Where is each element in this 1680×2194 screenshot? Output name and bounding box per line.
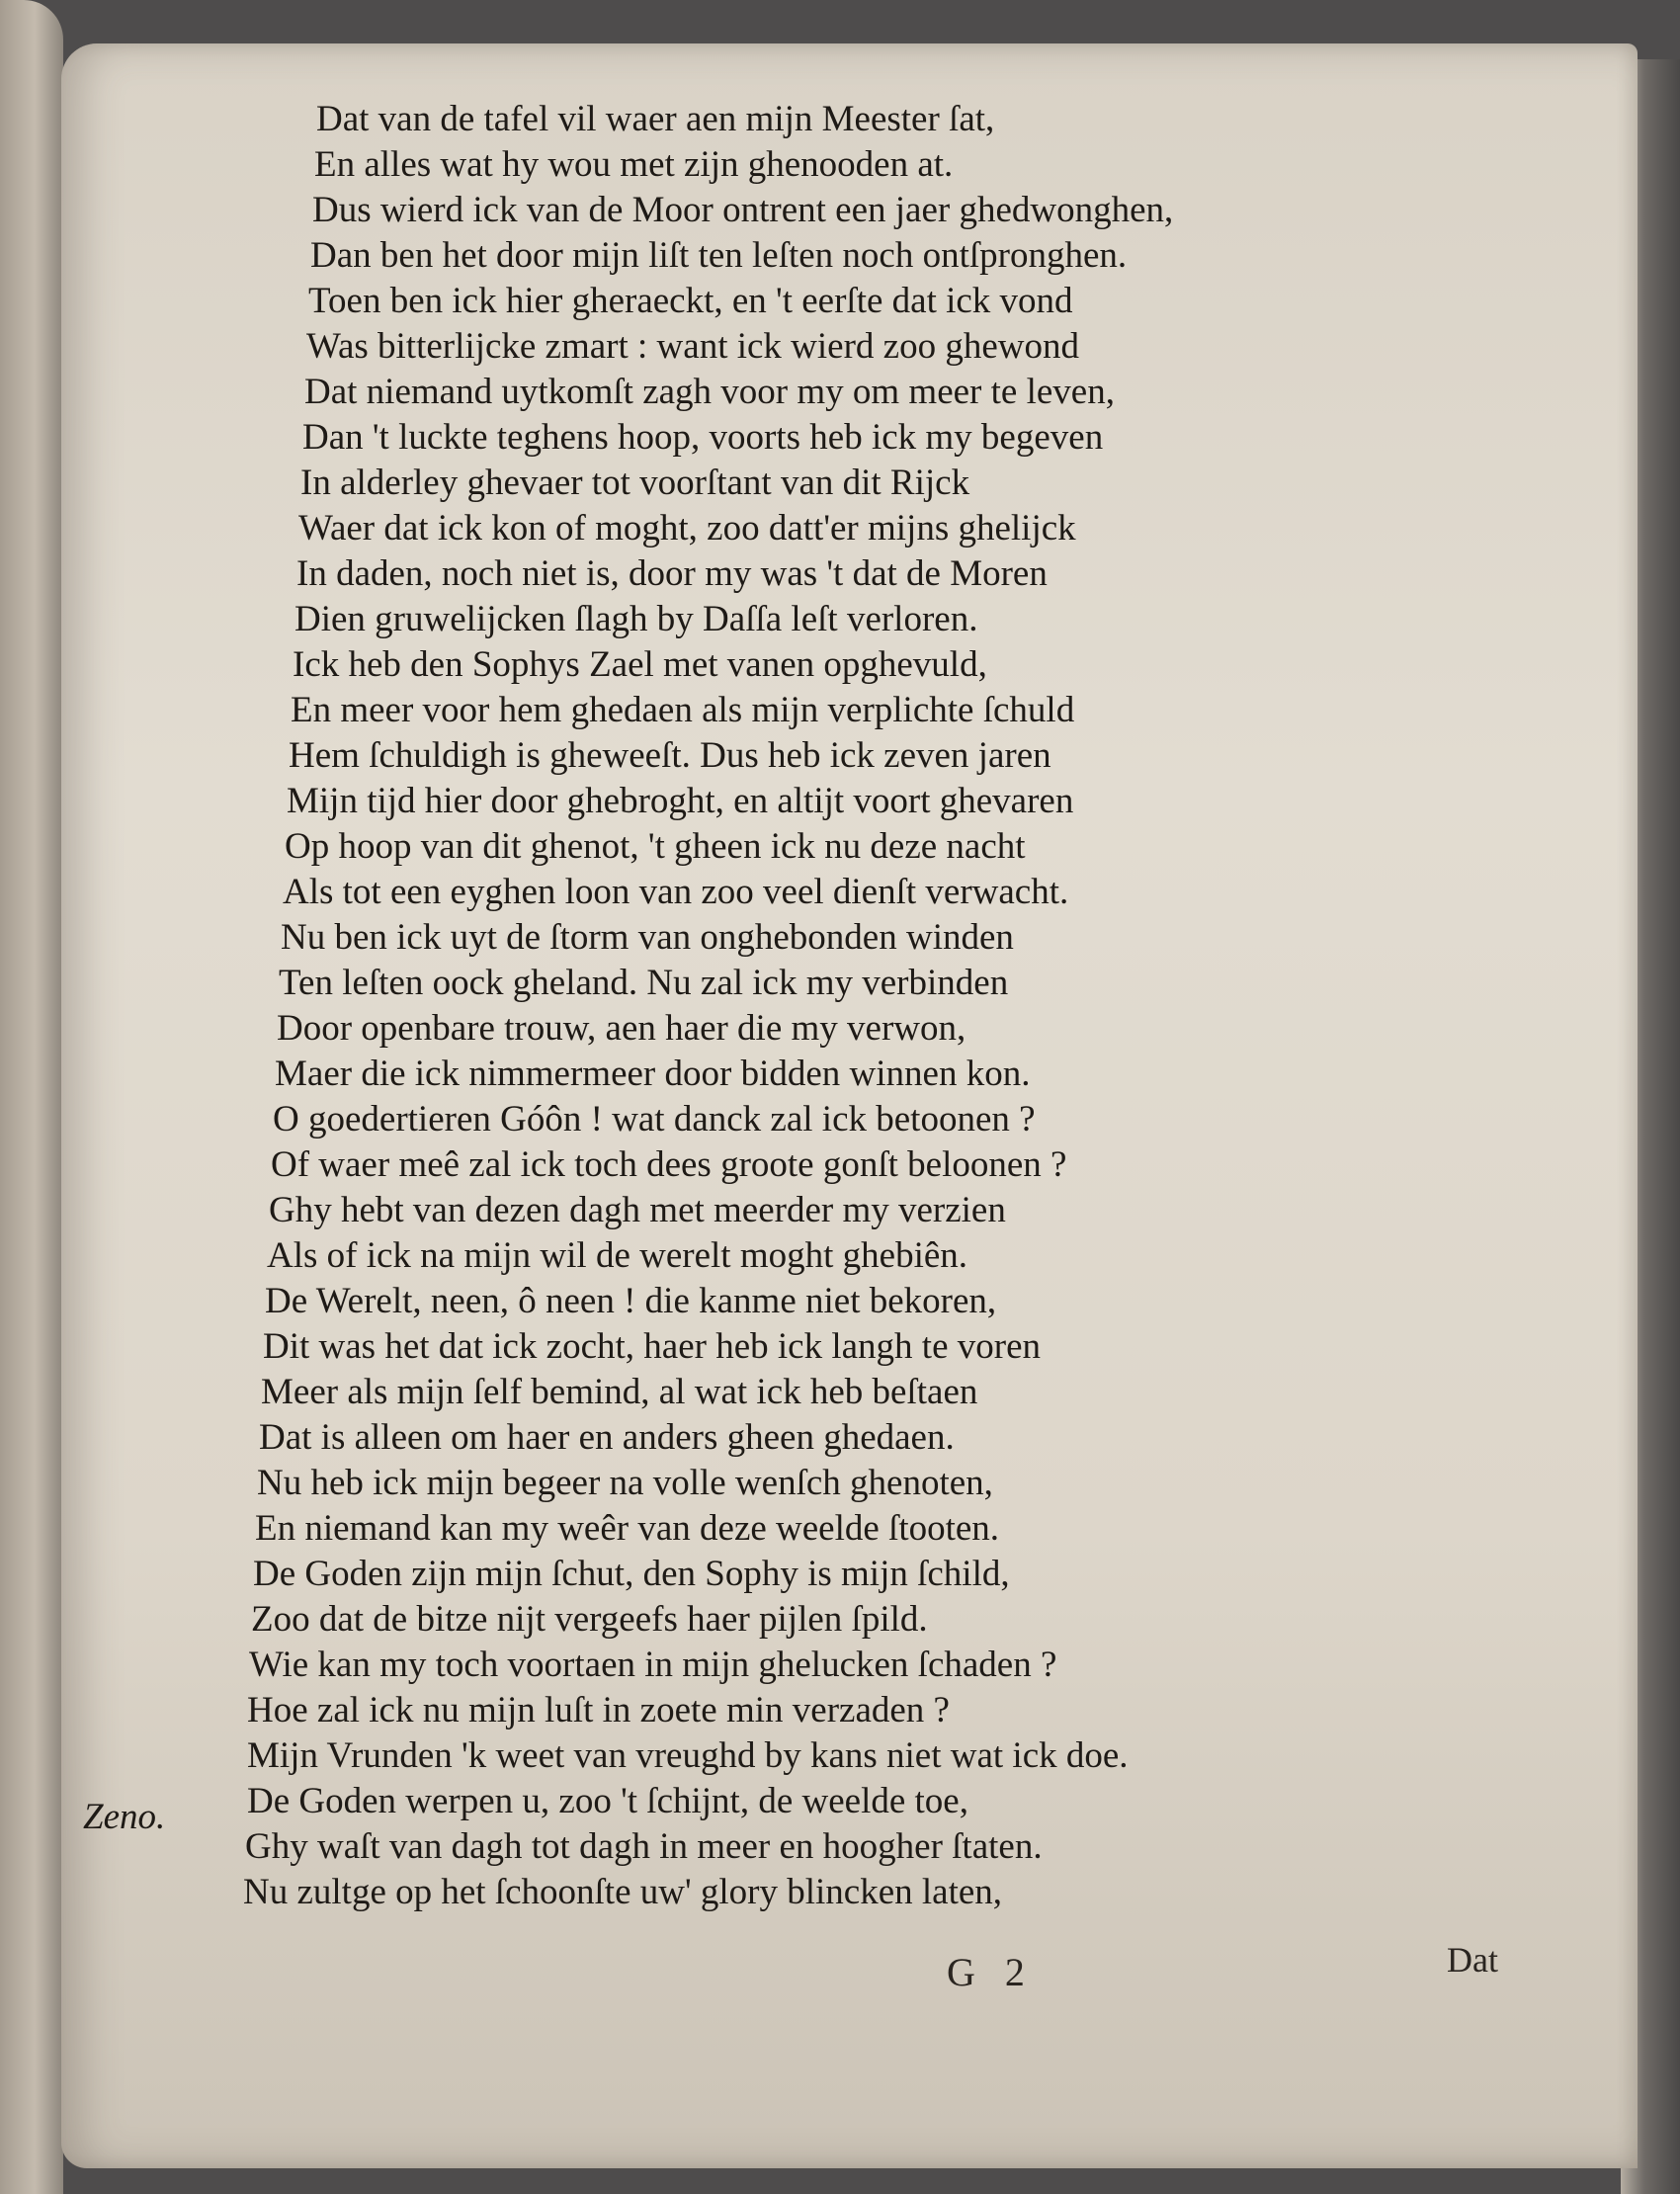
verse-line: Dus wierd ick van de Moor ontrent een jaer ghedwonghen, bbox=[312, 190, 1174, 230]
verse-line: Waer dat ick kon of moght, zoo datt'er mijns ghelijck bbox=[298, 508, 1076, 548]
verse-line: De Goden zijn mijn ſchut, den Sophy is mijn ſchild, bbox=[253, 1554, 1010, 1594]
verse-line: O goedertieren Góôn ! wat danck zal ick betoonen ? bbox=[273, 1099, 1036, 1139]
verse-line: Dat niemand uytkomſt zagh voor my om meer te leven, bbox=[304, 372, 1115, 412]
verse-line: Dan ben het door mijn liſt ten leſten noch ontſpronghen. bbox=[310, 235, 1128, 276]
verse-line: Maer die ick nimmermeer door bidden winnen kon. bbox=[275, 1054, 1031, 1094]
verse-line: Toen ben ick hier gheraeckt, en 't eerſte dat ick vond bbox=[308, 281, 1073, 321]
verse-line: Mijn Vrunden 'k weet van vreughd by kans niet wat ick doe. bbox=[247, 1735, 1129, 1776]
verse-line: Nu heb ick mijn begeer na volle wenſch ghenoten, bbox=[257, 1463, 993, 1503]
verse-line: De Werelt, neen, ô neen ! die kanme niet bekoren, bbox=[265, 1281, 997, 1321]
verse-line: Nu zultge op het ſchoonſte uw' glory blincken laten, bbox=[243, 1872, 1003, 1912]
verse-line: In daden, noch niet is, door my was 't dat de Moren bbox=[296, 553, 1048, 594]
verse-line: Ghy waſt van dagh tot dagh in meer en hoogher ſtaten. bbox=[245, 1826, 1043, 1867]
verse-line: In alderley ghevaer tot voorſtant van dit Rijck bbox=[300, 463, 970, 503]
verse-line: Wie kan my toch voortaen in mijn ghelucken ſchaden ? bbox=[249, 1645, 1057, 1685]
verse-line: Dien gruwelijcken ſlagh by Daſſa leſt verloren. bbox=[294, 599, 978, 639]
verse-line: Ten leſten oock gheland. Nu zal ick my verbinden bbox=[279, 963, 1009, 1003]
verse-line: Als of ick na mijn wil de werelt moght ghebiên. bbox=[267, 1235, 968, 1276]
verse-line: Nu ben ick uyt de ſtorm van onghebonden winden bbox=[281, 917, 1014, 958]
facing-page-edge bbox=[0, 0, 63, 2194]
verse-line: Op hoop van dit ghenot, 't gheen ick nu deze nacht bbox=[285, 826, 1026, 867]
catchword: Dat bbox=[1447, 1940, 1498, 1980]
verse-line: De Goden werpen u, zoo 't ſchijnt, de weelde toe, bbox=[247, 1781, 968, 1821]
verse-line: Of waer meê zal ick toch dees groote gonſt beloonen ? bbox=[271, 1144, 1067, 1185]
verse-line: En niemand kan my weêr van deze weelde ſtooten. bbox=[255, 1508, 1000, 1549]
verse-line: En meer voor hem ghedaen als mijn verplichte ſchuld bbox=[291, 690, 1075, 730]
verse-line: Meer als mijn ſelf bemind, al wat ick heb beſtaen bbox=[261, 1372, 978, 1412]
verse-line: Ghy hebt van dezen dagh met meerder my verzien bbox=[269, 1190, 1006, 1230]
verse-line: Dit was het dat ick zocht, haer heb ick langh te voren bbox=[263, 1326, 1041, 1367]
signature-mark: G 2 bbox=[947, 1950, 1035, 1994]
verse-line: Als tot een eyghen loon van zoo veel dienſt verwacht. bbox=[283, 872, 1069, 912]
verse-line: En alles wat hy wou met zijn ghenooden at. bbox=[314, 144, 954, 185]
verse-line: Mijn tijd hier door ghebroght, en altijt voort ghevaren bbox=[287, 781, 1074, 821]
verse-line: Dat van de tafel vil waer aen mijn Meester ſat, bbox=[316, 99, 995, 139]
verse-line: Door openbare trouw, aen haer die my verwon, bbox=[277, 1008, 966, 1049]
verse-line: Dan 't luckte teghens hoop, voorts heb ick my begeven bbox=[302, 417, 1104, 458]
verse-line: Hoe zal ick nu mijn luſt in zoete min verzaden ? bbox=[247, 1690, 950, 1730]
verse-line: Zoo dat de bitze nijt vergeefs haer pijlen ſpild. bbox=[251, 1599, 928, 1640]
verse-line: Dat is alleen om haer en anders gheen ghedaen. bbox=[259, 1417, 955, 1458]
verse-line: Hem ſchuldigh is gheweeſt. Dus heb ick zeven jaren bbox=[289, 735, 1051, 776]
speaker-label: Zeno. bbox=[83, 1797, 166, 1837]
verse-line: Was bitterlijcke zmart : want ick wierd zoo ghewond bbox=[306, 326, 1079, 367]
verse-line: Ick heb den Sophys Zael met vanen opghevuld, bbox=[293, 644, 987, 685]
